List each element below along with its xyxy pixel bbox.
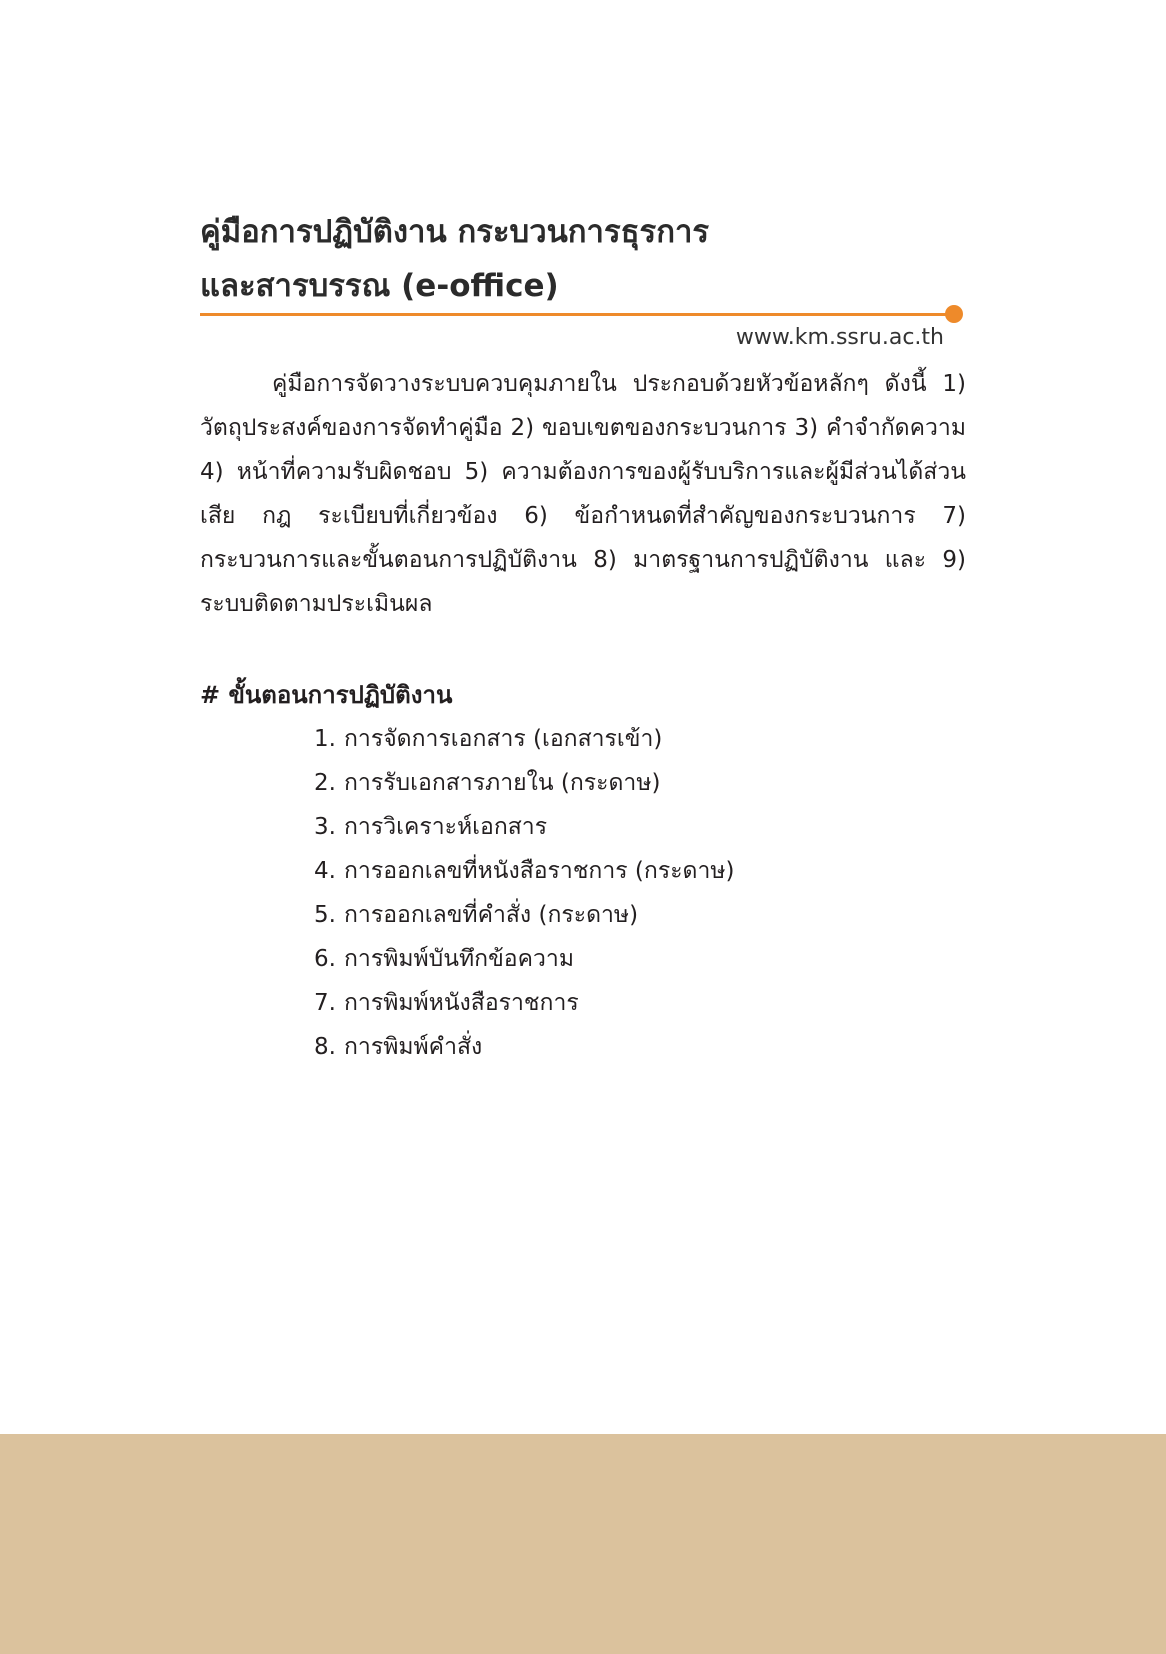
intro-paragraph: คู่มือการจัดวางระบบควบคุมภายใน ประกอบด้วยหัวข้อหลักๆ ดังนี้ 1) วัตถุประสงค์ของการจัดทำคู่มือ 2) ขอบเขตของกระบวนการ 3) คำจำกัดความ 4) หน้าที่ความรับผิดชอบ 5) ความต้องการของผู้รับบริการและผู้มีส่วนได้ส่วนเสีย กฎ ระเบียบที่เกี่ยวข้อง 6) ข้อกำหนดที่สำคัญของกระบวนการ 7) กระบวนการและขั้นตอนการปฏิบัติงาน 8) มาตรฐานการปฏิบัติงาน และ 9) ระบบติดตามประเมินผล bbox=[200, 371, 966, 617]
title-underline bbox=[200, 313, 952, 316]
step-number: 6. bbox=[314, 946, 336, 972]
steps-list bbox=[296, 717, 735, 1069]
step-item bbox=[296, 937, 735, 981]
underline-dot-ornament bbox=[945, 305, 963, 323]
step-text: การวิเคราะห์เอกสาร bbox=[344, 814, 548, 840]
step-text: การพิมพ์หนังสือราชการ bbox=[344, 990, 579, 1016]
step-item bbox=[296, 893, 735, 937]
step-text: การพิมพ์คำสั่ง bbox=[344, 1034, 483, 1060]
title-line-2: และสารบรรณ (e-office) bbox=[200, 268, 559, 304]
step-item bbox=[296, 805, 735, 849]
step-text: การจัดการเอกสาร (เอกสารเข้า) bbox=[344, 726, 663, 752]
steps-heading: # ขั้นตอนการปฏิบัติงาน bbox=[200, 681, 453, 709]
title-line-1: คู่มือการปฏิบัติงาน กระบวนการธุรการ bbox=[200, 214, 710, 250]
document-title bbox=[200, 205, 980, 313]
step-number: 8. bbox=[314, 1034, 336, 1060]
step-number: 4. bbox=[314, 858, 336, 884]
step-number: 5. bbox=[314, 902, 336, 928]
step-item bbox=[296, 849, 735, 893]
step-number: 7. bbox=[314, 990, 336, 1016]
step-item bbox=[296, 761, 735, 805]
step-text: การออกเลขที่หนังสือราชการ (กระดาษ) bbox=[344, 858, 735, 884]
step-number: 3. bbox=[314, 814, 336, 840]
website-url: www.km.ssru.ac.th bbox=[735, 325, 944, 350]
step-number: 2. bbox=[314, 770, 336, 796]
step-item bbox=[296, 1025, 735, 1069]
step-item bbox=[296, 981, 735, 1025]
step-text: การรับเอกสารภายใน (กระดาษ) bbox=[344, 770, 661, 796]
step-text: การพิมพ์บันทึกข้อความ bbox=[344, 946, 574, 972]
step-text: การออกเลขที่คำสั่ง (กระดาษ) bbox=[344, 902, 639, 928]
step-number: 1. bbox=[314, 726, 336, 752]
footer-band bbox=[0, 1434, 1166, 1654]
step-item bbox=[296, 717, 735, 761]
